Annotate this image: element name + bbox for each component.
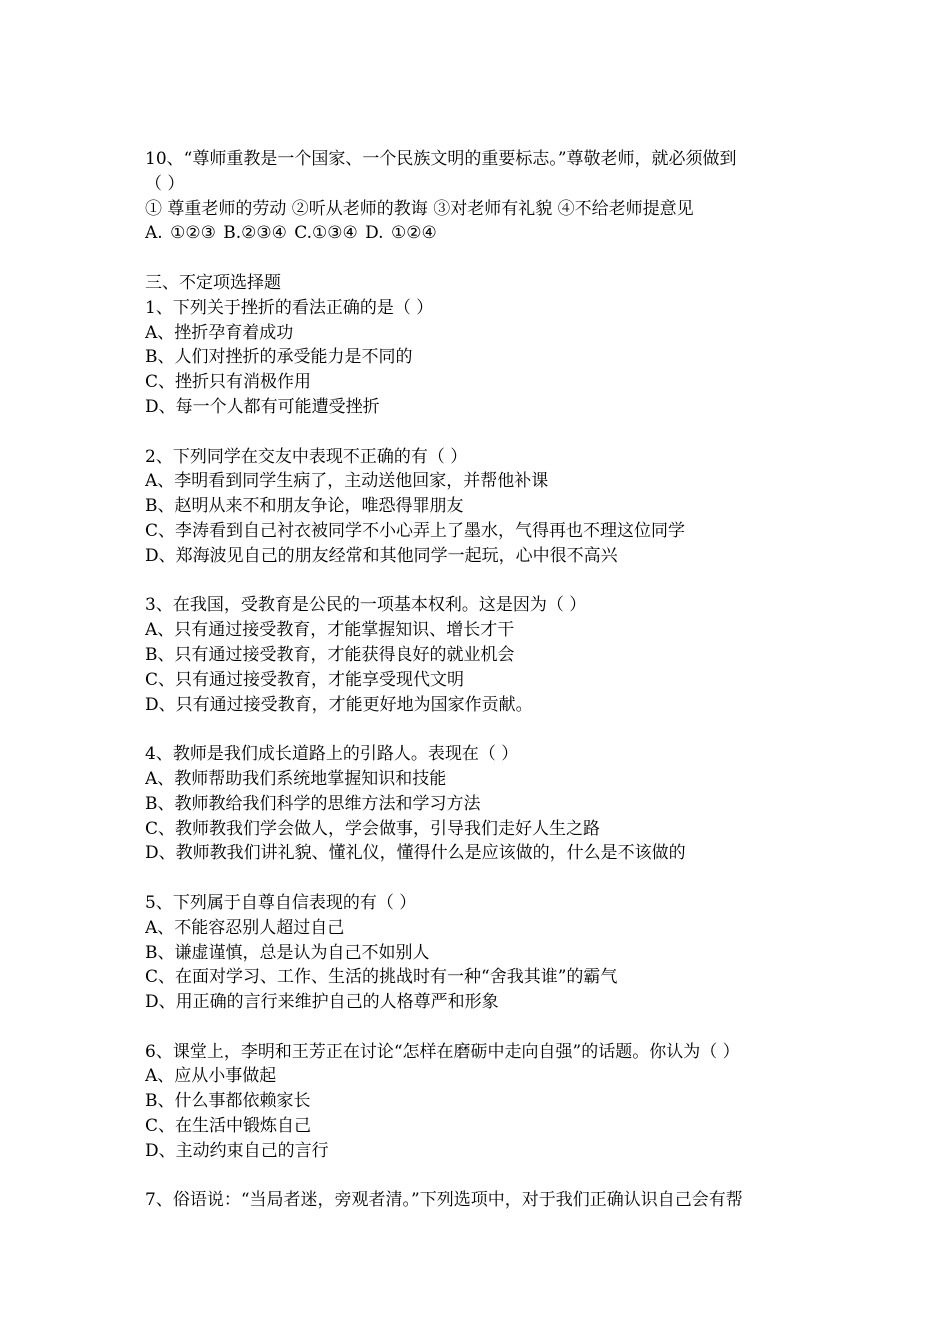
option-b: B、赵明从来不和朋友争论，唯恐得罪朋友 <box>145 496 464 517</box>
option-a: A、应从小事做起 <box>145 1066 277 1087</box>
question-stem: 7、俗语说：“当局者迷，旁观者清。”下列选项中，对于我们正确认识自己会有帮 <box>145 1190 743 1211</box>
option-c: C、在生活中锻炼自己 <box>145 1116 312 1137</box>
question-stem: 6、课堂上，李明和王芳正在讨论“怎样在磨砺中走向自强”的话题。你认为（ ） <box>145 1041 740 1062</box>
question-3 <box>145 593 815 717</box>
q10-stem-line1: 10、“尊师重教是一个国家、一个民族文明的重要标志。”尊敬老师，就必须做到 <box>145 149 737 169</box>
q10-options: A. ①②③ B.②③④ C.①③④ D. ①②④ <box>145 223 437 244</box>
option-b: B、人们对挫折的承受能力是不同的 <box>145 347 413 368</box>
question-stem: 5、下列属于自尊自信表现的有（ ） <box>145 892 417 913</box>
option-c: C、李涛看到自己衬衣被同学不小心弄上了墨水，气得再也不理这位同学 <box>145 520 686 541</box>
spacer <box>145 569 815 594</box>
option-d: D、教师教我们讲礼貌、懂礼仪，懂得什么是应该做的，什么是不该做的 <box>145 843 686 864</box>
option-d: D、郑海波见自己的朋友经常和其他同学一起玩，心中很不高兴 <box>145 545 618 566</box>
spacer <box>145 1164 815 1189</box>
option-a: A、教师帮助我们系统地掌握知识和技能 <box>145 768 447 789</box>
question-stem: 2、下列同学在交友中表现不正确的有（ ） <box>145 446 468 467</box>
spacer <box>145 1015 815 1040</box>
option-a: A、不能容忍别人超过自己 <box>145 917 345 938</box>
option-d: D、用正确的言行来维护自己的人格尊严和形象 <box>145 992 499 1013</box>
option-c: C、教师教我们学会做人，学会做事，引导我们走好人生之路 <box>145 818 601 839</box>
spacer <box>145 246 815 271</box>
option-b: B、谦虚谨慎，总是认为自己不如别人 <box>145 942 430 963</box>
option-d: D、只有通过接受教育，才能更好地为国家作贡献。 <box>145 694 533 715</box>
option-a: A、只有通过接受教育，才能掌握知识、增长才干 <box>145 620 515 641</box>
spacer <box>145 717 815 742</box>
q10-stem-line2: （ ） <box>145 173 185 194</box>
option-d: D、每一个人都有可能遭受挫折 <box>145 396 380 417</box>
question-7 <box>145 1188 815 1213</box>
option-a: A、挫折孕育着成功 <box>145 322 294 343</box>
spacer <box>145 420 815 445</box>
question-1 <box>145 296 815 420</box>
section-heading: 三、不定项选择题 <box>145 272 281 293</box>
option-a: A、李明看到同学生病了，主动送他回家，并帮他补课 <box>145 471 549 492</box>
option-b: B、只有通过接受教育，才能获得良好的就业机会 <box>145 644 515 665</box>
document-page <box>145 147 815 1213</box>
question-stem: 3、在我国，受教育是公民的一项基本权利。这是因为（ ） <box>145 595 587 616</box>
question-6 <box>145 1040 815 1164</box>
option-d: D、主动约束自己的言行 <box>145 1140 329 1161</box>
option-c: C、在面对学习、工作、生活的挑战时有一种“舍我其谁”的霸气 <box>145 967 618 988</box>
option-c: C、只有通过接受教育，才能享受现代文明 <box>145 669 465 690</box>
question-stem: 4、教师是我们成长道路上的引路人。表现在（ ） <box>145 744 519 765</box>
option-c: C、挫折只有消极作用 <box>145 372 312 393</box>
question-stem: 1、下列关于挫折的看法正确的是（ ） <box>145 297 434 318</box>
question-4 <box>145 742 815 866</box>
option-b: B、教师教给我们科学的思维方法和学习方法 <box>145 793 481 814</box>
q10-statements: ① 尊重老师的劳动 ②听从老师的教诲 ③对老师有礼貌 ④不给老师提意见 <box>145 198 694 219</box>
question-2 <box>145 445 815 569</box>
question-5 <box>145 891 815 1015</box>
spacer <box>145 866 815 891</box>
option-b: B、什么事都依赖家长 <box>145 1091 311 1112</box>
